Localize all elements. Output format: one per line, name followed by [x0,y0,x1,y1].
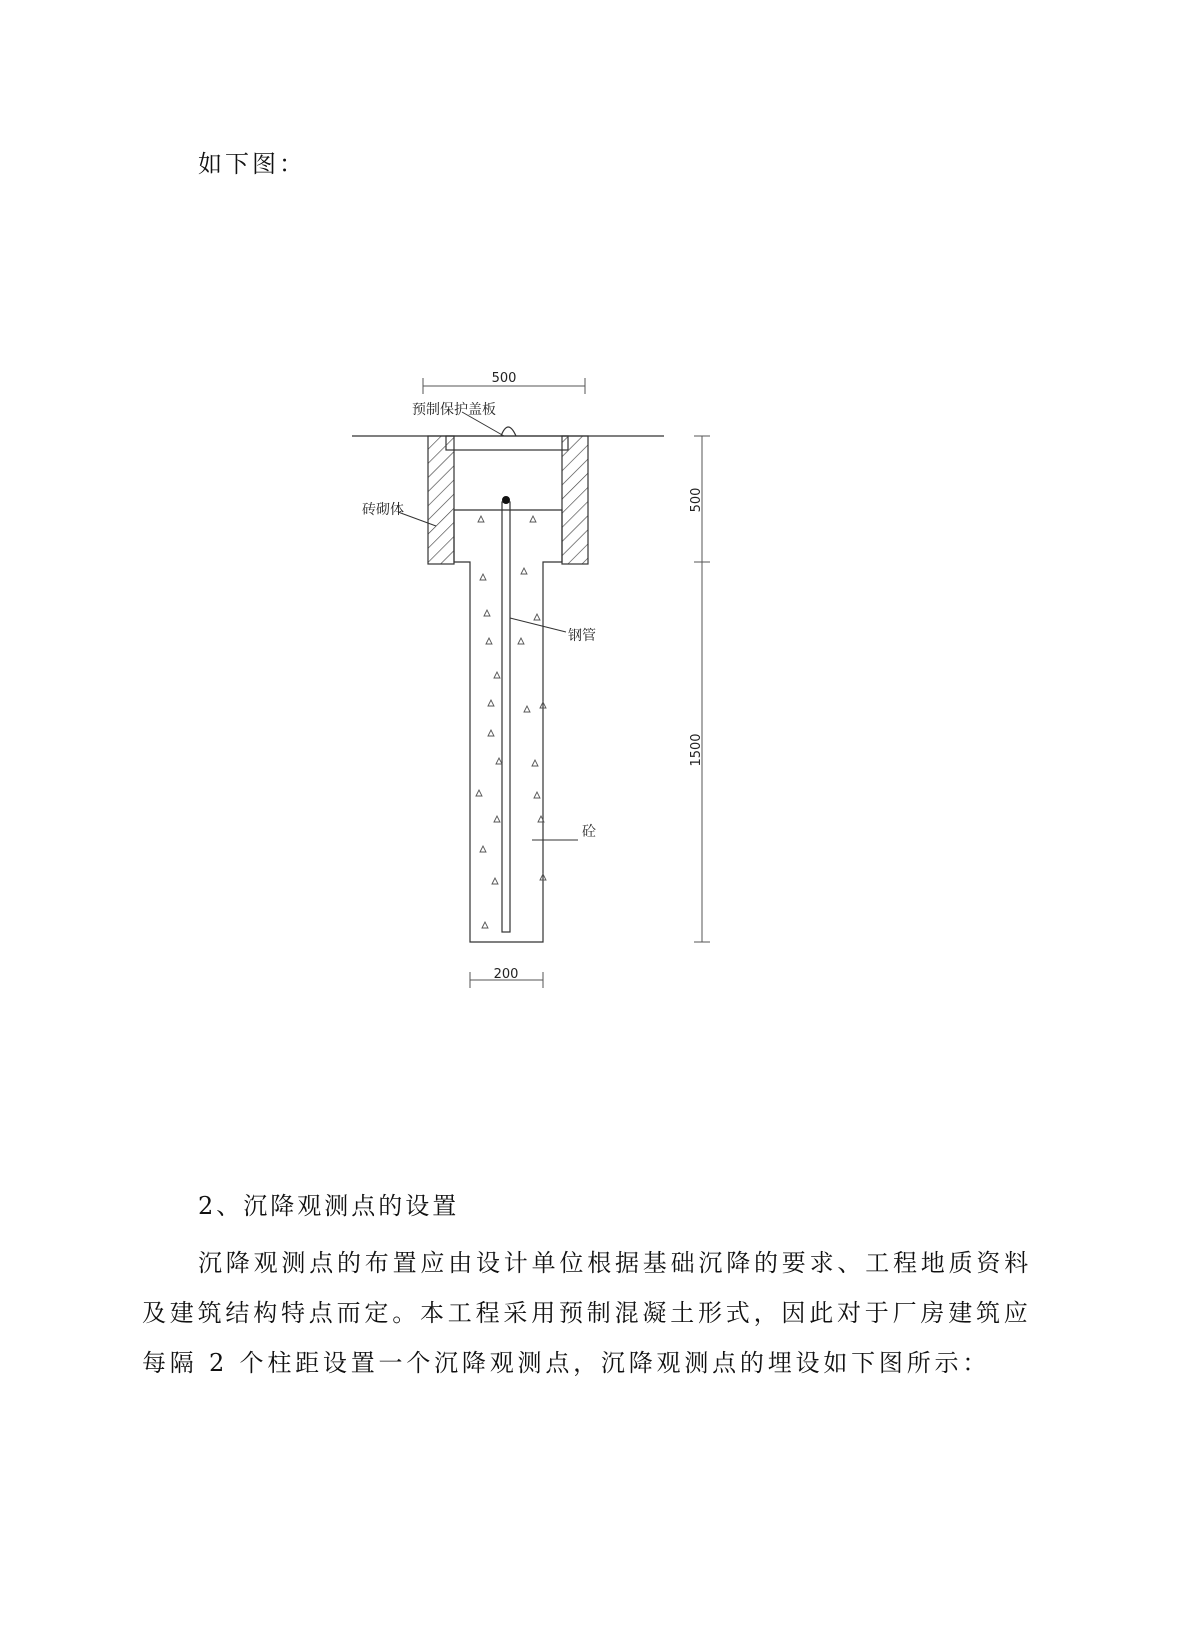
intro-text: 如下图： [198,150,306,178]
dim-right-upper-label: 500 [689,487,704,513]
label-cover: 预制保护盖板 [412,402,496,418]
concrete-outline [454,510,562,942]
cover-knob [501,427,516,436]
dimension-bottom [470,967,543,988]
dim-bottom-label: 200 [493,967,519,982]
brick-wall-right [562,436,588,564]
steel-pipe [502,502,510,932]
label-concrete: 砼 [582,824,596,840]
aggregate-marks [476,516,546,928]
brick-wall-left [428,436,454,564]
label-pipe: 钢管 [568,628,596,644]
section-paragraph: 沉降观测点的布置应由设计单位根据基础沉降的要求、工程地质资料及建筑结构特点而定。本工程采用预制混凝土形式，因此对于厂房建筑应每隔 2 个柱距设置一个沉降观测点，沉降观测点的埋设如下图所示： [142,1249,1032,1377]
label-brick: 砖砌体 [362,502,404,518]
dim-top-label: 500 [491,371,517,386]
cover-plate [446,436,568,450]
dim-right-lower-label: 1500 [689,733,704,767]
section-heading: 2、沉降观测点的设置 [198,1192,460,1220]
pipe-head [502,496,510,504]
dimension-top [423,371,585,394]
dimension-right [689,436,710,942]
